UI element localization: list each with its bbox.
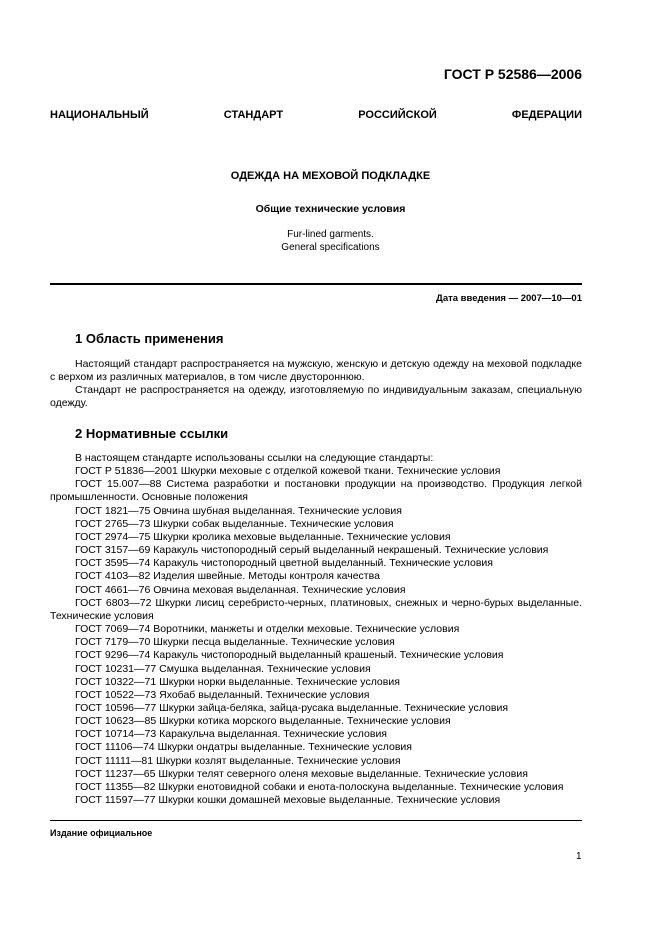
reference-item: ГОСТ 10623—85 Шкурки котика морского выделанные. Технические условия xyxy=(75,715,451,728)
reference-item: ГОСТ 9296—74 Каракуль чистопородный выделанный крашеный. Технические условия xyxy=(75,649,504,662)
reference-item: ГОСТ Р 51836—2001 Шкурки меховые с отделкой кожевой ткани. Технические условия xyxy=(75,465,501,478)
reference-item: ГОСТ 2765—73 Шкурки собак выделанные. Технические условия xyxy=(75,517,394,530)
english-title xyxy=(0,228,661,254)
footer-divider xyxy=(50,820,582,821)
document-title: ОДЕЖДА НА МЕХОВОЙ ПОДКЛАДКЕ xyxy=(230,170,431,182)
reference-item: ГОСТ 10231—77 Смушка выделанная. Технические условия xyxy=(75,662,371,675)
english-title-line-1: Fur-lined garments. xyxy=(287,229,374,240)
header-divider xyxy=(50,283,582,285)
reference-item: ГОСТ 1821—75 Овчина шубная выделанная. Технические условия xyxy=(75,504,402,517)
reference-item: ГОСТ 3157—69 Каракуль чистопородный серый выделанный некрашеный. Технические условия xyxy=(75,544,549,557)
reference-item: ГОСТ 10596—77 Шкурки зайца-беляка, зайца-русака выделанные. Технические условия xyxy=(75,701,509,714)
reference-item: ГОСТ 10522—73 Яхобаб выделанный. Технические условия xyxy=(75,688,370,701)
document-number: ГОСТ Р 52586—2006 xyxy=(443,66,582,82)
reference-item: ГОСТ 4103—82 Изделия швейные. Методы контроля качества xyxy=(75,570,380,583)
section-2-heading: 2 Нормативные ссылки xyxy=(75,426,229,441)
section-1-body xyxy=(50,358,582,410)
english-title-line-2: General specifications xyxy=(281,242,380,253)
national-standard-banner: НАЦИОНАЛЬНЫЙ СТАНДАРТ РОССИЙСКОЙ ФЕДЕРАЦИИ xyxy=(50,109,582,121)
reference-item: ГОСТ 11597—77 Шкурки кошки домашней меховые выделанные. Технические условия xyxy=(75,794,501,807)
section-1-paragraph-2: Стандарт не распространяется на одежду, изготовляемую по индивидуальным заказам, специальную одежду. xyxy=(50,384,582,410)
introduction-date: Дата введения — 2007—10—01 xyxy=(436,293,582,304)
section-1-paragraph-1: Настоящий стандарт распространяется на мужскую, женскую и детскую одежду на меховой подкладке с верхом из различных материалов, в том числе двустороннюю. xyxy=(50,358,582,384)
reference-item: ГОСТ 3595—74 Каракуль чистопородный цветной выделанный. Технические условия xyxy=(75,557,493,570)
section-1-heading: 1 Область применения xyxy=(75,331,224,346)
reference-item: ГОСТ 15.007—88 Система разработки и постановки продукции на производство. Продукция легкой промышленности. Основные положения xyxy=(50,478,582,504)
page-number: 1 xyxy=(576,851,582,862)
reference-item: ГОСТ 11237—65 Шкурки телят северного оленя меховые выделанные. Технические условия xyxy=(75,767,528,780)
reference-item: ГОСТ 10322—71 Шкурки норки выделанные. Технические условия xyxy=(75,675,400,688)
reference-item: ГОСТ 4661—76 Овчина меховая выделанная. Технические условия xyxy=(75,583,406,596)
reference-item: ГОСТ 10714—73 Каракульча выделанная. Технические условия xyxy=(75,728,387,741)
reference-item: ГОСТ 11111—81 Шкурки козлят выделанные. Технические условия xyxy=(75,754,401,767)
normative-references xyxy=(50,452,582,807)
edition-note: Издание официальное xyxy=(50,828,153,838)
references-intro: В настоящем стандарте использованы ссылки на следующие стандарты: xyxy=(75,452,434,464)
reference-item: ГОСТ 6803—72 Шкурки лисиц серебристо-черных, платиновых, снежных и черно-бурых выделанные. Технические условия xyxy=(50,596,582,622)
document-subtitle: Общие технические условия xyxy=(255,203,406,215)
reference-item: ГОСТ 11106—74 Шкурки ондатры выделанные. Технические условия xyxy=(75,741,412,754)
reference-item: ГОСТ 2974—75 Шкурки кролика меховые выделанные. Технические условия xyxy=(75,530,451,543)
reference-item: ГОСТ 7069—74 Воротники, манжеты и отделки меховые. Технические условия xyxy=(75,623,460,636)
reference-item: ГОСТ 11355—82 Шкурки енотовидной собаки и енота-полоскуна выделанные. Технические условия xyxy=(75,780,564,793)
reference-item: ГОСТ 7179—70 Шкурки песца выделанные. Технические условия xyxy=(75,636,395,649)
